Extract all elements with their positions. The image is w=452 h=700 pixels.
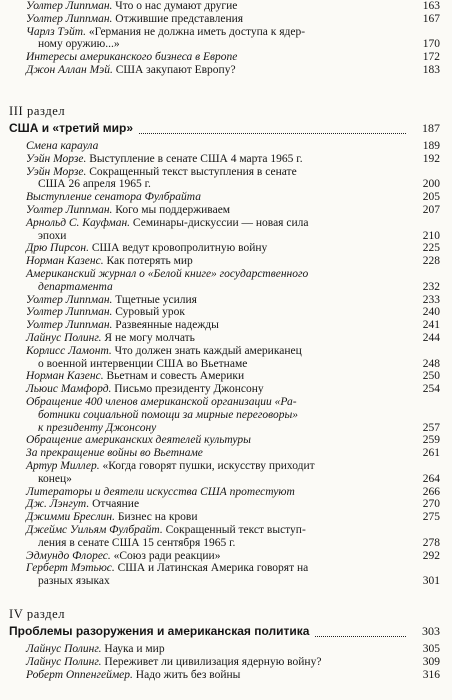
toc-entry-line bbox=[0, 204, 452, 216]
toc-entry-text bbox=[26, 166, 297, 178]
page-number: 309 bbox=[422, 655, 440, 668]
entry-title-italic: Литераторы и деятели искусства США протестуют bbox=[26, 485, 295, 498]
author-name: Уэйн Морзе. bbox=[26, 152, 87, 165]
entry-title: Отжившие представления bbox=[112, 12, 244, 25]
toc-entry-line bbox=[0, 255, 452, 267]
toc-entry-text bbox=[38, 575, 110, 587]
entry-title: США закупают Европу? bbox=[112, 64, 236, 76]
toc-entry-line bbox=[0, 383, 452, 395]
author-name: Норман Казенс. bbox=[26, 370, 104, 383]
toc-entry-line bbox=[0, 268, 452, 280]
entry-title: Отчаяние bbox=[89, 498, 140, 511]
entry-title-italic: Американский журнал о «Белой книге» государственного bbox=[26, 268, 309, 280]
toc-entry-text bbox=[26, 51, 237, 63]
entry-title-italic: Обращение американских деятелей культуры bbox=[26, 434, 251, 447]
toc-entry-text bbox=[26, 217, 308, 229]
toc-entry-line bbox=[0, 51, 452, 63]
toc-entry-text bbox=[38, 38, 120, 50]
toc-entry-line bbox=[0, 669, 452, 681]
author-name: Джимми Бреслин. bbox=[26, 511, 116, 524]
toc-entry-line bbox=[0, 294, 452, 306]
toc-entry-text bbox=[26, 153, 303, 165]
toc-entry-text bbox=[26, 511, 198, 523]
toc-entry-line bbox=[0, 153, 452, 165]
toc-entry-line bbox=[0, 524, 452, 536]
author-name: Герберт Мэтьюс. bbox=[26, 562, 115, 575]
entry-title: Я не могу молчать bbox=[101, 332, 195, 344]
page-number: 292 bbox=[422, 549, 440, 562]
toc-entry-text bbox=[38, 422, 156, 434]
toc-entry-text bbox=[26, 26, 305, 38]
entry-title: Письмо президенту Джонсону bbox=[111, 383, 264, 396]
entry-title: разных языках bbox=[38, 575, 110, 588]
page-number: 264 bbox=[422, 472, 440, 485]
toc-entry-line bbox=[0, 460, 452, 472]
entry-title: США ведут кровопролитную войну bbox=[89, 242, 268, 255]
toc-entry-text bbox=[26, 204, 230, 216]
toc-entry-text bbox=[26, 0, 237, 12]
toc-entry-text bbox=[26, 643, 165, 655]
toc-entry-line bbox=[0, 217, 452, 229]
page-number: 305 bbox=[422, 643, 440, 655]
toc-entry-line bbox=[0, 345, 452, 357]
toc-entry-text bbox=[26, 268, 308, 280]
page-number: 233 bbox=[422, 293, 440, 306]
toc-entry-line bbox=[0, 230, 452, 242]
author-name: Уолтер Липпман. bbox=[26, 293, 113, 306]
toc-entry-line bbox=[0, 473, 452, 485]
toc-entry-text bbox=[26, 460, 315, 472]
entry-title: эпохи bbox=[38, 229, 67, 242]
entry-title: «Союз ради реакции» bbox=[110, 549, 221, 562]
entry-title-italic: к президенту Джонсону bbox=[38, 421, 157, 434]
entry-title: Сокращенный текст выступления в сенате bbox=[86, 165, 297, 178]
toc-entry-text bbox=[26, 345, 302, 357]
page-number: 200 bbox=[422, 178, 440, 191]
toc-entry-line bbox=[0, 409, 452, 421]
toc-entry-line bbox=[0, 64, 452, 76]
toc-entry-text bbox=[26, 434, 251, 446]
author-name: Джон Аллан Мэй. bbox=[26, 64, 113, 76]
toc-entry-line bbox=[0, 643, 452, 655]
page-number: 240 bbox=[422, 306, 440, 319]
entry-title-italic: Интересы американского бизнеса в Европе bbox=[26, 51, 238, 64]
page-number: 172 bbox=[422, 51, 440, 64]
entry-title: Что о нас думают другие bbox=[112, 0, 238, 12]
page-number: 303 bbox=[422, 624, 440, 638]
entry-title: «Германия не должна иметь доступа к ядер- bbox=[86, 25, 306, 38]
page-number: 248 bbox=[422, 357, 440, 370]
author-name: Уолтер Липпман. bbox=[26, 319, 113, 332]
toc-entry-line bbox=[0, 550, 452, 562]
toc-entry-line bbox=[0, 306, 452, 318]
toc-entry-line bbox=[0, 370, 452, 382]
toc-entry-line bbox=[0, 281, 452, 293]
page-number: 189 bbox=[422, 140, 440, 152]
page-number: 192 bbox=[422, 152, 440, 165]
author-name: Уэйн Морзе. bbox=[26, 165, 87, 178]
entry-title: о военной интервенции США во Вьетнаме bbox=[38, 357, 248, 370]
toc-entry-line bbox=[0, 358, 452, 370]
author-name: Уолтер Липпман. bbox=[26, 0, 113, 12]
author-name: Артур Миллер. bbox=[26, 460, 100, 472]
page-number: 275 bbox=[422, 511, 440, 524]
toc-entry-text bbox=[26, 383, 264, 395]
section-title: США и «третий мир» bbox=[9, 121, 134, 135]
toc-entry-line bbox=[0, 656, 452, 668]
toc-entry-text bbox=[26, 255, 193, 267]
entry-title: Бизнес на крови bbox=[115, 511, 198, 524]
toc-entry-text bbox=[26, 319, 219, 331]
toc-entry-line bbox=[0, 537, 452, 549]
author-name: Норман Казенс. bbox=[26, 255, 104, 268]
toc-entry-line bbox=[0, 562, 452, 574]
toc-entry-text bbox=[38, 230, 66, 242]
toc-entry-line bbox=[0, 498, 452, 510]
entry-title: США 26 апреля 1965 г. bbox=[38, 178, 151, 191]
toc-entry-text bbox=[26, 498, 139, 510]
toc-entry-line bbox=[0, 319, 452, 331]
toc-entry-line bbox=[0, 575, 452, 587]
toc-entry-line bbox=[0, 13, 452, 25]
toc-entry-text bbox=[38, 358, 247, 370]
entry-title: США и Латинская Америка говорят на bbox=[114, 562, 309, 575]
toc-entry-line bbox=[0, 511, 452, 523]
author-name: Лайнус Полинг. bbox=[26, 655, 102, 668]
page-number: 266 bbox=[422, 485, 440, 498]
author-name: Чарлз Тэйт. bbox=[26, 25, 87, 38]
toc-entry-text bbox=[26, 332, 195, 344]
toc-entry-text bbox=[26, 370, 244, 382]
toc-entry-line bbox=[0, 191, 452, 203]
entry-title: Суровый урок bbox=[112, 306, 185, 319]
page-number: 232 bbox=[422, 280, 440, 293]
entry-title: конец» bbox=[38, 472, 72, 485]
toc-entry-text bbox=[26, 524, 306, 536]
entry-title: Надо жить без войны bbox=[132, 668, 241, 681]
page-number: 228 bbox=[422, 255, 440, 268]
author-name: Джеймс Уильям Фулбрайт. bbox=[26, 524, 163, 536]
author-name: Уолтер Липпман. bbox=[26, 306, 113, 319]
entry-title: Как потерять мир bbox=[103, 255, 193, 268]
toc-entry-text bbox=[38, 281, 113, 293]
toc-entry-line bbox=[0, 0, 452, 12]
toc-entry-text bbox=[38, 409, 298, 421]
page-number: 250 bbox=[422, 370, 440, 383]
page-number: 261 bbox=[422, 447, 440, 460]
author-name: Арнольд С. Кауфман. bbox=[26, 216, 131, 229]
toc-entry-text bbox=[38, 473, 72, 485]
entry-title: Кого мы поддерживаем bbox=[112, 204, 231, 216]
leader-dots bbox=[315, 636, 406, 637]
page-number: 241 bbox=[422, 319, 440, 332]
toc-entry-line bbox=[0, 242, 452, 254]
page-number: 167 bbox=[422, 12, 440, 25]
toc-entry-text bbox=[26, 550, 220, 562]
toc-entry-text bbox=[26, 656, 321, 668]
page-number: 278 bbox=[422, 536, 440, 549]
entry-title-italic: Выступление сенатора Фулбрайта bbox=[26, 191, 201, 204]
toc-entry-line bbox=[0, 447, 452, 459]
entry-title-italic: Смена караула bbox=[26, 140, 99, 152]
entry-title: Переживет ли цивилизация ядерную войну? bbox=[101, 655, 322, 668]
toc-entry-text bbox=[26, 294, 197, 306]
author-name: Дж. Лэнгут. bbox=[26, 498, 90, 511]
entry-title-italic: За прекращение войны во Вьетнаме bbox=[26, 447, 203, 460]
entry-title: ному оружию...» bbox=[38, 38, 120, 51]
section-label: IV раздел bbox=[9, 607, 66, 621]
author-name: Эдмундо Флорес. bbox=[26, 549, 111, 562]
entry-title: Вьетнам и совесть Америки bbox=[103, 370, 245, 383]
toc-entry-line bbox=[0, 396, 452, 408]
toc-entry-text bbox=[26, 562, 308, 574]
page-number: 270 bbox=[422, 498, 440, 511]
toc-entry-line bbox=[0, 434, 452, 446]
section-label: III раздел bbox=[9, 104, 66, 118]
toc-entry-line bbox=[0, 38, 452, 50]
entry-title-italic: Обращение 400 членов американской организации «Ра- bbox=[26, 396, 297, 408]
toc-entry-text bbox=[26, 13, 243, 25]
entry-title: Наука и мир bbox=[101, 643, 165, 655]
page-number: 259 bbox=[422, 434, 440, 447]
toc-entry-text bbox=[26, 669, 240, 681]
entry-title-italic: ботники социальной помощи за мирные переговоры» bbox=[38, 408, 298, 421]
entry-title: Сокращенный текст выступ- bbox=[162, 524, 306, 536]
page-number: 257 bbox=[422, 421, 440, 434]
entry-title: «Когда говорят пушки, искусству приходит bbox=[99, 460, 315, 472]
page-number: 225 bbox=[422, 242, 440, 255]
toc-entry-text bbox=[26, 447, 203, 459]
entry-title: Выступление в сенате США 4 марта 1965 г. bbox=[86, 152, 303, 165]
page-number: 210 bbox=[422, 229, 440, 242]
page-number: 316 bbox=[422, 668, 440, 681]
leader-dots bbox=[139, 133, 406, 134]
toc-entry-text bbox=[38, 178, 151, 190]
toc-entry-text bbox=[26, 396, 297, 408]
toc-entry-text bbox=[26, 140, 98, 152]
page-number: 254 bbox=[422, 383, 440, 396]
page-number: 170 bbox=[422, 38, 440, 51]
toc-entry-line bbox=[0, 178, 452, 190]
toc-entry-text bbox=[26, 306, 185, 318]
page-number: 207 bbox=[422, 204, 440, 216]
toc-entry-line bbox=[0, 140, 452, 152]
toc-entry-text bbox=[26, 191, 201, 203]
page-number: 244 bbox=[422, 332, 440, 344]
toc-entry-text bbox=[26, 242, 267, 254]
toc-entry-line bbox=[0, 332, 452, 344]
author-name: Роберт Оппенгеймер. bbox=[26, 668, 133, 681]
toc-entry-text bbox=[26, 64, 236, 76]
entry-title: Развеянные надежды bbox=[112, 319, 219, 332]
toc-entry-line bbox=[0, 422, 452, 434]
page-number: 163 bbox=[422, 0, 440, 12]
toc-entry-text bbox=[26, 486, 295, 498]
toc-entry-text bbox=[38, 537, 235, 549]
entry-title: ления в сенате США 15 сентября 1965 г. bbox=[38, 536, 236, 549]
page-number: 301 bbox=[422, 575, 440, 588]
page-number: 183 bbox=[422, 64, 440, 76]
author-name: Лайнус Полинг. bbox=[26, 643, 102, 655]
entry-title: Что должен знать каждый американец bbox=[111, 344, 302, 357]
author-name: Лайнус Полинг. bbox=[26, 332, 102, 344]
page-number: 205 bbox=[422, 191, 440, 204]
author-name: Корлисс Ламонт. bbox=[26, 344, 112, 357]
author-name: Уолтер Липпман. bbox=[26, 204, 113, 216]
toc-entry-line bbox=[0, 166, 452, 178]
toc-entry-line bbox=[0, 26, 452, 38]
entry-title: Семинары-дискуссии — новая сила bbox=[130, 216, 309, 229]
page-number: 187 bbox=[422, 121, 440, 135]
author-name: Дрю Пирсон. bbox=[26, 242, 90, 255]
author-name: Льюис Мамфорд. bbox=[26, 383, 112, 396]
author-name: Уолтер Липпман. bbox=[26, 12, 113, 25]
entry-title-italic: департамента bbox=[38, 280, 113, 293]
toc-entry-line bbox=[0, 486, 452, 498]
section-title: Проблемы разоружения и американская политика bbox=[9, 624, 310, 638]
entry-title: Тщетные усилия bbox=[112, 293, 197, 306]
